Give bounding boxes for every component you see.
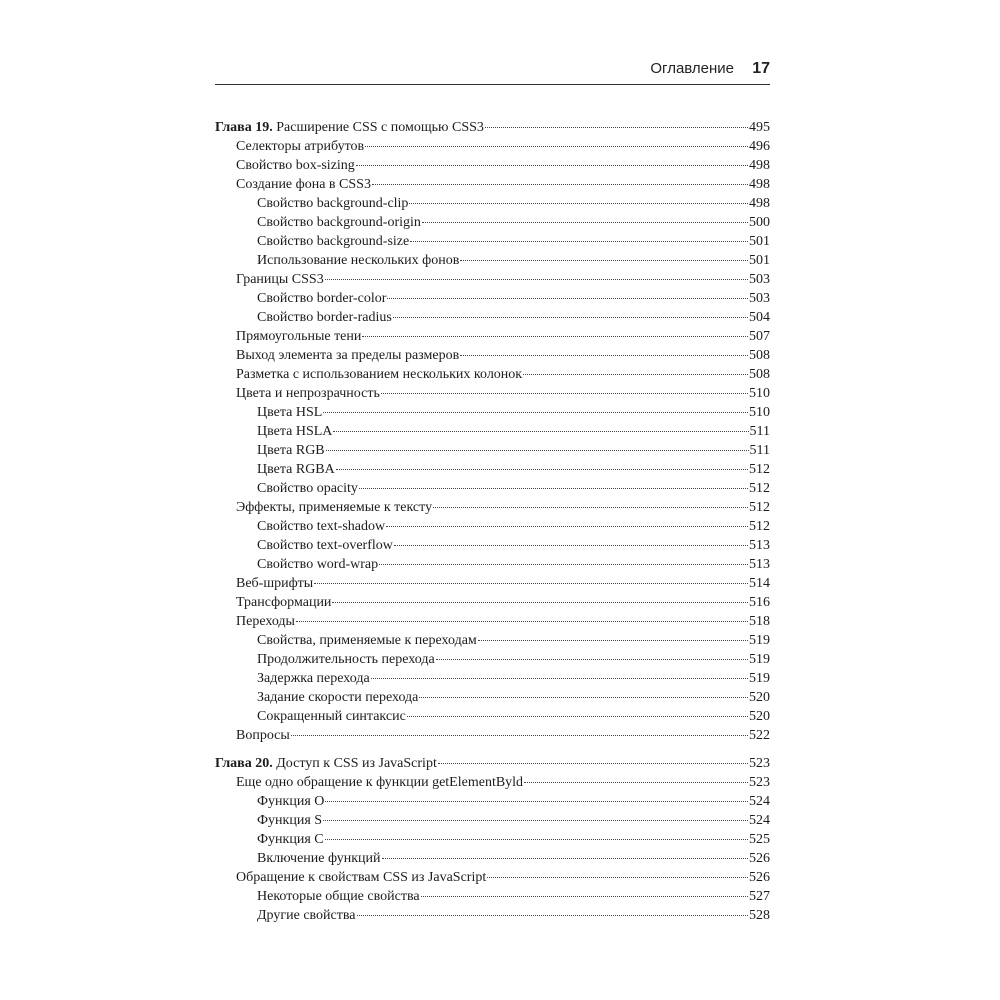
- page-number: 501: [749, 253, 770, 268]
- page-number: 514: [749, 576, 770, 591]
- dot-leader: [421, 896, 748, 897]
- dot-leader: [419, 697, 748, 698]
- page-number: 526: [749, 870, 770, 885]
- page-number: 500: [749, 215, 770, 230]
- toc-section-entry[interactable]: [215, 868, 770, 887]
- entry-title: Цвета HSL: [257, 405, 323, 420]
- toc-subsection-entry[interactable]: [215, 688, 770, 707]
- dot-leader: [460, 355, 748, 356]
- header-rule: [215, 84, 770, 85]
- toc-subsection-entry[interactable]: [215, 849, 770, 868]
- entry-title: Эффекты, применяемые к тексту: [236, 500, 433, 515]
- dot-leader: [422, 222, 748, 223]
- page-number: 503: [749, 291, 770, 306]
- toc-subsection-entry[interactable]: [215, 308, 770, 327]
- page-number: 501: [749, 234, 770, 249]
- toc-subsection-entry[interactable]: [215, 251, 770, 270]
- dot-leader: [382, 858, 749, 859]
- entry-title: Вопросы: [236, 728, 290, 743]
- entry-title: Свойство background-origin: [257, 215, 421, 230]
- toc-subsection-entry[interactable]: [215, 403, 770, 422]
- entry-title: Выход элемента за пределы размеров: [236, 348, 460, 363]
- toc-chapter-entry[interactable]: [215, 754, 770, 773]
- dot-leader: [296, 621, 748, 622]
- dot-leader: [325, 801, 748, 802]
- page-number: 498: [749, 177, 770, 192]
- page-number: 512: [749, 500, 770, 515]
- toc-section-entry[interactable]: [215, 365, 770, 384]
- toc-subsection-entry[interactable]: [215, 536, 770, 555]
- page-number: 508: [749, 348, 770, 363]
- page-number: 520: [749, 690, 770, 705]
- entry-title: Трансформации: [236, 595, 332, 610]
- dot-leader: [381, 393, 748, 394]
- toc-subsection-entry[interactable]: [215, 213, 770, 232]
- entry-title: Свойство border-color: [257, 291, 387, 306]
- toc-section-entry[interactable]: [215, 175, 770, 194]
- toc-section-entry[interactable]: [215, 137, 770, 156]
- page-number: 510: [749, 386, 770, 401]
- dot-leader: [336, 469, 748, 470]
- page-number: 511: [749, 443, 770, 458]
- dot-leader: [323, 412, 748, 413]
- entry-title: Включение функций: [257, 851, 381, 866]
- entry-title: Свойство text-shadow: [257, 519, 386, 534]
- toc-section-entry[interactable]: [215, 327, 770, 346]
- toc-subsection-entry[interactable]: [215, 289, 770, 308]
- page-number: 513: [749, 557, 770, 572]
- page-number: 495: [749, 120, 770, 135]
- toc-subsection-entry[interactable]: [215, 194, 770, 213]
- toc-subsection-entry[interactable]: [215, 669, 770, 688]
- dot-leader: [394, 545, 748, 546]
- entry-title: Свойство border-radius: [257, 310, 392, 325]
- entry-title: Использование нескольких фонов: [257, 253, 460, 268]
- toc-subsection-entry[interactable]: [215, 555, 770, 574]
- entry-title: Веб-шрифты: [236, 576, 314, 591]
- entry-title: Свойство word-wrap: [257, 557, 379, 572]
- toc-subsection-entry[interactable]: [215, 650, 770, 669]
- entry-title: Функция С: [257, 832, 324, 847]
- toc-subsection-entry[interactable]: [215, 631, 770, 650]
- entry-title: Переходы: [236, 614, 295, 629]
- toc-subsection-entry[interactable]: [215, 887, 770, 906]
- toc-subsection-entry[interactable]: [215, 422, 770, 441]
- dot-leader: [524, 782, 748, 783]
- page-number: 504: [749, 310, 770, 325]
- toc-subsection-entry[interactable]: [215, 460, 770, 479]
- toc-subsection-entry[interactable]: [215, 479, 770, 498]
- toc-subsection-entry[interactable]: [215, 906, 770, 925]
- dot-leader: [325, 839, 748, 840]
- dot-leader: [379, 564, 748, 565]
- toc-subsection-entry[interactable]: [215, 792, 770, 811]
- page-number: 507: [749, 329, 770, 344]
- dot-leader: [485, 127, 748, 128]
- dot-leader: [478, 640, 748, 641]
- entry-title: Свойство background-size: [257, 234, 410, 249]
- running-header: [215, 58, 770, 80]
- header-page-number: 17: [752, 60, 770, 77]
- page-number: 526: [749, 851, 770, 866]
- entry-title: Свойства, применяемые к переходам: [257, 633, 477, 648]
- page-number: 527: [749, 889, 770, 904]
- dot-leader: [393, 317, 748, 318]
- entry-title: Обращение к свойствам CSS из JavaScript: [236, 870, 487, 885]
- page-number: 513: [749, 538, 770, 553]
- entry-title: Другие свойства: [257, 908, 356, 923]
- entry-title: Свойство opacity: [257, 481, 358, 496]
- entry-title: Создание фона в CSS3: [236, 177, 371, 192]
- page-number: 519: [749, 652, 770, 667]
- page-number: 511: [749, 424, 770, 439]
- page-number: 512: [749, 481, 770, 496]
- toc-section-entry[interactable]: [215, 156, 770, 175]
- page-number: 524: [749, 813, 770, 828]
- dot-leader: [409, 203, 748, 204]
- entry-title: Цвета HSLA: [257, 424, 333, 439]
- page-number: 522: [749, 728, 770, 743]
- entry-title: Селекторы атрибутов: [236, 139, 365, 154]
- dot-leader: [386, 526, 748, 527]
- dot-leader: [460, 260, 748, 261]
- entry-title: Разметка с использованием нескольких колонок: [236, 367, 523, 382]
- chapter-title: Глава 20. Доступ к CSS из JavaScript: [215, 756, 437, 771]
- dot-leader: [356, 165, 748, 166]
- entry-title: Продолжительность перехода: [257, 652, 435, 667]
- toc-subsection-entry[interactable]: [215, 232, 770, 251]
- table-of-contents: [215, 118, 770, 925]
- dot-leader: [523, 374, 748, 375]
- dot-leader: [333, 431, 748, 432]
- dot-leader: [314, 583, 748, 584]
- page-number: 518: [749, 614, 770, 629]
- dot-leader: [357, 915, 748, 916]
- page-number: 528: [749, 908, 770, 923]
- dot-leader: [410, 241, 748, 242]
- chapter-title: Глава 19. Расширение CSS с помощью CSS3: [215, 120, 484, 135]
- page-number: 523: [749, 775, 770, 790]
- page-number: 520: [749, 709, 770, 724]
- page-number: 525: [749, 832, 770, 847]
- entry-title: Функция О: [257, 794, 325, 809]
- entry-title: Свойство text-overflow: [257, 538, 393, 553]
- entry-title: Цвета RGBA: [257, 462, 335, 477]
- page-number: 508: [749, 367, 770, 382]
- dot-leader: [326, 450, 749, 451]
- entry-title: Сокращенный синтаксис: [257, 709, 406, 724]
- toc-section-entry[interactable]: [215, 726, 770, 745]
- page-number: 498: [749, 158, 770, 173]
- entry-title: Еще одно обращение к функции getElementByld: [236, 775, 524, 790]
- dot-leader: [407, 716, 748, 717]
- toc-chapter-entry[interactable]: [215, 118, 770, 137]
- entry-title: Свойство box-sizing: [236, 158, 355, 173]
- page-number: 519: [749, 671, 770, 686]
- dot-leader: [487, 877, 748, 878]
- entry-title: Задержка перехода: [257, 671, 370, 686]
- toc-section-entry[interactable]: [215, 384, 770, 403]
- dot-leader: [436, 659, 748, 660]
- chapter-separator: [215, 745, 770, 754]
- dot-leader: [372, 184, 748, 185]
- dot-leader: [362, 336, 748, 337]
- toc-section-entry[interactable]: [215, 346, 770, 365]
- dot-leader: [332, 602, 748, 603]
- dot-leader: [387, 298, 748, 299]
- page-number: 524: [749, 794, 770, 809]
- dot-leader: [359, 488, 748, 489]
- page-number: 523: [749, 756, 770, 771]
- toc-section-entry[interactable]: [215, 498, 770, 517]
- entry-title: Границы CSS3: [236, 272, 324, 287]
- dot-leader: [371, 678, 748, 679]
- dot-leader: [323, 820, 748, 821]
- page-number: 512: [749, 462, 770, 477]
- page-number: 519: [749, 633, 770, 648]
- page-number: 503: [749, 272, 770, 287]
- chapter-number: Глава 19.: [215, 120, 273, 135]
- entry-title: Цвета и непрозрачность: [236, 386, 380, 401]
- page-number: 496: [749, 139, 770, 154]
- page-number: 510: [749, 405, 770, 420]
- entry-title: Свойство background-clip: [257, 196, 409, 211]
- toc-section-entry[interactable]: [215, 612, 770, 631]
- entry-title: Прямоугольные тени: [236, 329, 362, 344]
- dot-leader: [433, 507, 748, 508]
- dot-leader: [325, 279, 748, 280]
- toc-section-entry[interactable]: [215, 574, 770, 593]
- toc-subsection-entry[interactable]: [215, 517, 770, 536]
- header-title: Оглавление: [650, 60, 735, 77]
- page-number: 512: [749, 519, 770, 534]
- chapter-number: Глава 20.: [215, 756, 273, 771]
- toc-subsection-entry[interactable]: [215, 811, 770, 830]
- toc-subsection-entry[interactable]: [215, 441, 770, 460]
- toc-section-entry[interactable]: [215, 593, 770, 612]
- toc-subsection-entry[interactable]: [215, 830, 770, 849]
- entry-title: Функция S: [257, 813, 323, 828]
- toc-section-entry[interactable]: [215, 270, 770, 289]
- page-number: 516: [749, 595, 770, 610]
- dot-leader: [291, 735, 748, 736]
- toc-subsection-entry[interactable]: [215, 707, 770, 726]
- toc-section-entry[interactable]: [215, 773, 770, 792]
- entry-title: Некоторые общие свойства: [257, 889, 420, 904]
- dot-leader: [365, 146, 748, 147]
- dot-leader: [438, 763, 748, 764]
- entry-title: Цвета RGB: [257, 443, 325, 458]
- page-number: 498: [749, 196, 770, 211]
- entry-title: Задание скорости перехода: [257, 690, 419, 705]
